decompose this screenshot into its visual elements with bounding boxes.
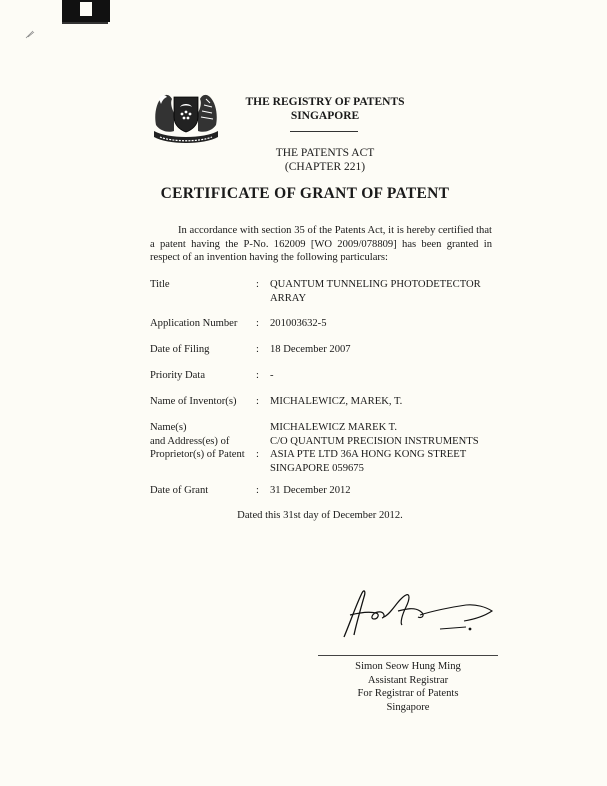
proprietor-value [270, 421, 510, 475]
registry-name: THE REGISTRY OF PATENTS [245, 96, 405, 108]
proprietor-label-line: Proprietor(s) of Patent [150, 449, 245, 460]
proprietor-label-line: Name(s) [150, 422, 187, 433]
colon: : [256, 485, 259, 496]
proprietor-label [150, 421, 254, 462]
signatory-place: Singapore [386, 701, 430, 713]
priority-value: - [270, 370, 274, 381]
colon: : [256, 279, 259, 290]
dated-line: Dated this 31st day of December 2012. [237, 510, 403, 521]
signature-line [318, 655, 498, 656]
filing-label: Date of Filing [150, 344, 210, 355]
grant-value: 31 December 2012 [270, 485, 351, 496]
grant-label: Date of Grant [150, 485, 209, 496]
title-value-line: QUANTUM TUNNELING PHOTODETECTOR [270, 279, 481, 290]
colon: : [256, 318, 259, 329]
act-chapter: (CHAPTER 221) [284, 161, 366, 173]
title-value-line: ARRAY [270, 292, 307, 304]
title-value [270, 278, 510, 305]
inventor-label: Name of Inventor(s) [150, 396, 237, 407]
signatory-for: For Registrar of Patents [357, 688, 459, 699]
proprietor-value-line: ASIA PTE LTD 36A HONG KONG STREET [270, 449, 467, 460]
handwritten-signature [336, 585, 496, 643]
signatory-role: Assistant Registrar [367, 674, 449, 686]
intro-paragraph [150, 224, 492, 265]
act-heading [230, 146, 420, 174]
colon: : [256, 370, 259, 381]
proprietor-value-line: SINGAPORE 059675 [270, 462, 364, 474]
scan-clip-mark [62, 0, 110, 22]
proprietor-value-line: C/O QUANTUM PRECISION INSTRUMENTS [270, 435, 479, 447]
heading-divider [290, 131, 358, 132]
application-value: 201003632-5 [270, 318, 327, 329]
filing-value: 18 December 2007 [270, 344, 351, 355]
scan-edge-line [62, 22, 108, 24]
priority-label: Priority Data [150, 370, 206, 381]
colon: : [256, 449, 259, 460]
proprietor-label-line: and Address(es) of [150, 435, 230, 447]
registry-country: SINGAPORE [290, 110, 360, 122]
title-label: Title [150, 279, 170, 290]
inventor-value: MICHALEWICZ, MAREK, T. [270, 396, 403, 407]
signatory-name: Simon Seow Hung Ming [355, 661, 461, 672]
registry-heading [230, 95, 420, 123]
intro-text: In accordance with section 35 of the Patents Act, it is hereby certified that a patent having the P-No. 162009 [WO 2009/078809] has been granted in respect of an invention having the following particulars: [150, 225, 492, 263]
colon: : [256, 396, 259, 407]
act-name: THE PATENTS ACT [275, 147, 375, 159]
application-label: Application Number [150, 318, 238, 329]
certificate-title: CERTIFICATE OF GRANT OF PATENT [160, 185, 450, 202]
signatory-block [318, 660, 498, 714]
colon: : [256, 344, 259, 355]
proprietor-value-line: MICHALEWICZ MAREK T. [270, 422, 398, 433]
singapore-coat-of-arms-icon [150, 85, 222, 147]
pen-mark-icon [24, 28, 36, 40]
